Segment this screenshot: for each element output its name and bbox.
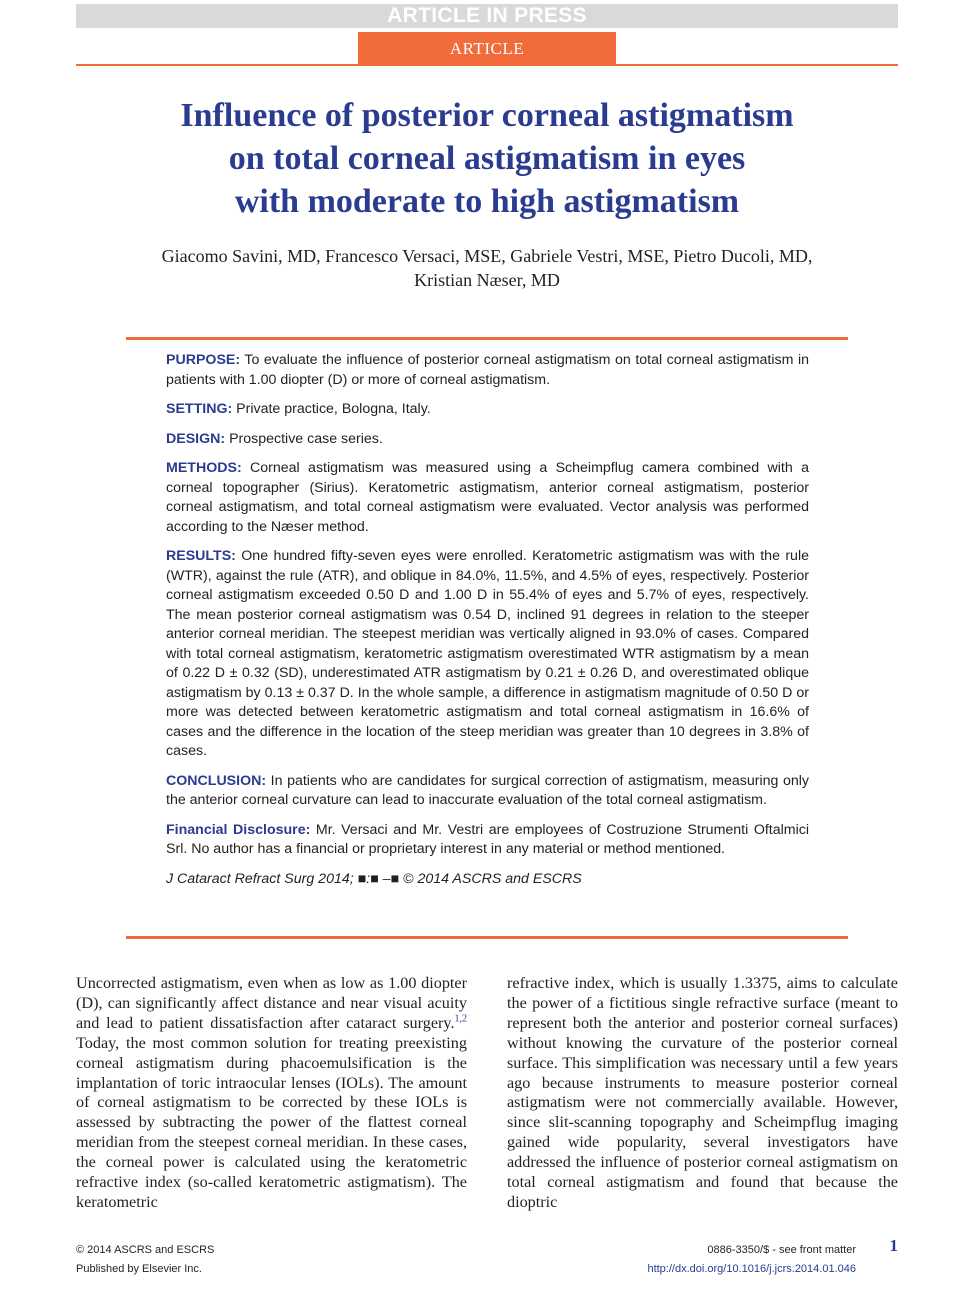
- author-line: Kristian Næser, MD: [414, 270, 560, 290]
- doi-link[interactable]: http://dx.doi.org/10.1016/j.jcrs.2014.01.046: [647, 1263, 856, 1275]
- body-text: Uncorrected astigmatism, even when as low as 1.00 diopter (D), can significantly affect distance and near visual acuity and lead to patient dissatisfaction after cataract surgery.: [76, 974, 467, 1032]
- results-text: One hundred fifty-seven eyes were enrolled. Keratometric astigmatism was with the rule (WTR), against the rule (ATR), and oblique in 84.0%, 11.5%, and 4.5% of eyes, respectively. Posterior corneal astigmatism exceeded 0.50 D and 1.00 D in 55.4% of eyes and 5.7% of eyes, respectively. The mean posterior corneal astigmatism was 0.54 D, inclined 91 degrees in relation to the steeper anterior corneal meridian. The steepest meridian was vertically aligned in 93.0% of cases. Compared with total corneal astigmatism, keratometric astigmatism overestimated WTR astigmatism by a mean of 0.22 D ± 0.32 (SD), underestimated ATR astigmatism by 0.21 ± 0.26 D, and overestimated oblique astigmatism by 0.13 ± 0.37 D. In the whole sample, a difference in astigmatism magnitude of 0.50 D or more was detected between keratometric astigmatism and total corneal astigmatism in 16.6% of cases and the difference in the location of the steep meridian was greater than 10 degrees in 3.8% of cases.: [166, 548, 809, 759]
- header-divider: [76, 64, 898, 66]
- purpose-label: PURPOSE:: [166, 352, 241, 368]
- body-paragraph: [76, 974, 467, 1213]
- conclusion-text: In patients who are candidates for surgical correction of astigmatism, measuring only the anterior corneal curvature can lead to inaccurate evaluation of the total corneal astigmatism.: [166, 772, 809, 808]
- conclusion-label: CONCLUSION:: [166, 772, 267, 789]
- footer-right: [560, 1241, 856, 1279]
- purpose-text: To evaluate the influence of posterior corneal astigmatism on total corneal astigmatism in patients with 1.00 diopter (D) or more of corneal astigmatism.: [166, 352, 809, 388]
- title-line: with moderate to high astigmatism: [234, 183, 740, 220]
- abstract-design: [166, 430, 809, 450]
- body-text: Today, the most common solution for treating preexisting corneal astigmatism during phacoemulsification is the implantation of toric intraocular lenses (IOLs). The amount of corneal astigmatism to be corrected by these IOLs is assessed by subtracting the power of the flattest corneal meridian from the steepest corneal meridian. In these cases, the corneal power is calculated using the keratometric refractive index (so-called keratometric astigmatism). The keratometric: [76, 1033, 467, 1211]
- author-list: [76, 244, 898, 292]
- title-line: Influence of posterior corneal astigmatism: [180, 97, 794, 134]
- abstract-conclusion: [166, 772, 809, 811]
- abstract-results: [166, 547, 809, 762]
- abstract-purpose: [166, 351, 809, 390]
- footer-left: [76, 1241, 214, 1279]
- journal-citation: J Cataract Refract Surg 2014; ■:■ –■ © 2014 ASCRS and ESCRS: [166, 870, 582, 887]
- article-title: [76, 94, 898, 223]
- methods-text: Corneal astigmatism was measured using a Scheimpflug camera combined with a corneal topographer (Sirius). Keratometric astigmatism, anterior corneal astigmatism, posterior corneal astigmatism, and total corneal astigmatism were evaluated. Vector analysis was performed according to the Næser method.: [166, 460, 809, 535]
- setting-label: SETTING:: [166, 401, 233, 417]
- body-column-left: [76, 974, 467, 1213]
- methods-label: METHODS:: [166, 460, 242, 476]
- abstract-top-rule: [126, 337, 848, 340]
- financial-disclosure: [166, 821, 809, 860]
- page-number: 1: [889, 1236, 898, 1255]
- title-line: on total corneal astigmatism in eyes: [228, 140, 746, 177]
- design-label: DESIGN:: [166, 430, 226, 447]
- results-label: RESULTS:: [166, 548, 236, 564]
- disclosure-label: Financial Disclosure:: [166, 821, 311, 838]
- footer-publisher: Published by Elsevier Inc.: [76, 1263, 202, 1275]
- article-type-tab: ARTICLE: [358, 32, 616, 64]
- article-in-press-banner: ARTICLE IN PRESS: [76, 4, 898, 28]
- abstract-methods: [166, 459, 809, 537]
- disclosure-text: Mr. Versaci and Mr. Vestri are employees of Costruzione Strumenti Oftalmici Srl. No author has a financial or proprietary interest in any material or method mentioned.: [166, 821, 809, 857]
- body-paragraph: refractive index, which is usually 1.3375, aims to calculate the power of a fictitious single refractive surface (meant to represent both the anterior and posterior corneal surfaces) without knowing the curvature of the posterior corneal surface. This simplification was necessary until a few years ago because instruments to measure posterior corneal astigmatism were not commercially available. However, since slit-scanning topography and Scheimpflug imaging gained wide popularity, several investigators have addressed the influence of posterior corneal astigmatism on total corneal astigmatism and found that because the dioptric: [507, 974, 898, 1211]
- abstract-bottom-rule: [126, 936, 848, 939]
- setting-text: Private practice, Bologna, Italy.: [232, 401, 431, 417]
- design-text: Prospective case series.: [225, 430, 383, 447]
- footer-issn: 0886-3350/$ - see front matter: [707, 1244, 856, 1256]
- body-column-right: [507, 974, 898, 1213]
- author-line: Giacomo Savini, MD, Francesco Versaci, MSE, Gabriele Vestri, MSE, Pietro Ducoli, MD,: [161, 246, 813, 266]
- footer-copyright: © 2014 ASCRS and ESCRS: [76, 1244, 215, 1256]
- abstract-setting: [166, 400, 809, 420]
- abstract: [166, 351, 809, 899]
- reference-citation[interactable]: 1,2: [454, 1013, 467, 1025]
